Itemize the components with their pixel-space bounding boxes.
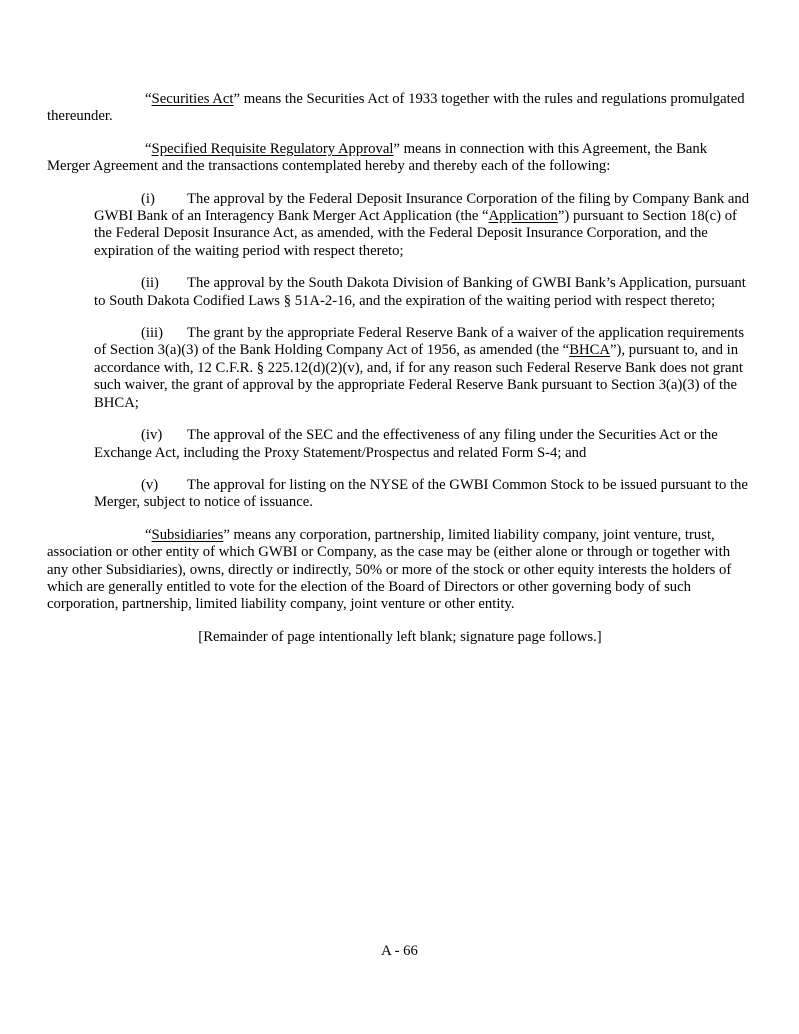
defined-term: Securities Act [151, 91, 234, 107]
defined-term: Subsidiaries [151, 526, 224, 543]
list-item: (ii) The approval by the South Dakota Division of Banking of GWBI Bank’s Application, pursuant to South Dakota Codified Laws § 51A-2-16, and the expiration of the waiting period with respect thereto; [94, 275, 746, 309]
definition-specified-approval: “Specified Requisite Regulatory Approval” means in connection with this Agreement, the Bank Merger Agreement and the transactions contemplated hereby and thereby each of the following: [47, 140, 708, 175]
item-number: (v) [141, 476, 159, 493]
page-number: A - 66 [381, 943, 418, 959]
list-item: (iv) The approval of the SEC and the effectiveness of any filing under the Securities Act or the Exchange Act, including the Proxy Statement/Prospectus and related Form S-4; and [94, 427, 718, 461]
list-item: (v) The approval for listing on the NYSE of the GWBI Common Stock to be issued pursuant to the Merger, subject to notice of issuance. [94, 476, 748, 511]
remainder-note: [Remainder of page intentionally left blank; signature page follows.] [198, 628, 602, 645]
list-item: (iii) The grant by the appropriate Federal Reserve Bank of a waiver of the application requirements of Section 3(a)(3) of the Bank Holding Company Act of 1956, as amended (the “BHCA”), pursuant to, and in accordance with, 12 C.F.R. § 225.12(d)(2)(v), and, if for any reason such Federal Reserve Bank does not grant such waiver, the grant of approval by the appropriate Federal Reserve Bank pursuant to Section 3(a)(3) of the BHCA; [94, 325, 745, 411]
list-item: (i) The approval by the Federal Deposit Insurance Corporation of the filing by Company Bank and GWBI Bank of an Interagency Bank Merger Act Application (the “Application”) pursuant to Section 18(c) of the Federal Deposit Insurance Act, as amended, with the Federal Deposit Insurance Corporation, and the expiration of the waiting period with respect thereto; [94, 190, 750, 259]
item-number: (i) [141, 190, 155, 207]
item-number: (ii) [141, 275, 159, 292]
defined-term: Specified Requisite Regulatory Approval [151, 140, 394, 157]
page-body [47, 91, 753, 661]
item-number: (iii) [141, 325, 164, 342]
defined-term: BHCA [569, 342, 610, 359]
item-number: (iv) [141, 427, 163, 444]
defined-term: Application [488, 208, 558, 225]
definition-subsidiaries: “Subsidiaries” means any corporation, partnership, limited liability company, joint venture, trust, association or other entity of which GWBI or Company, as the case may be (either alone or through or together with any other Subsidiaries), owns, directly or indirectly, 50% or more of the stock or other equity interests the holders of which are generally entitled to vote for the election of the Board of Directors or other governing body of such corporation, partnership, limited liability company, joint venture or other entity. [47, 526, 732, 613]
definition-securities-act: “Securities Act” means the Securities Act of 1933 together with the rules and regulations promulgated thereunder. [47, 91, 745, 125]
